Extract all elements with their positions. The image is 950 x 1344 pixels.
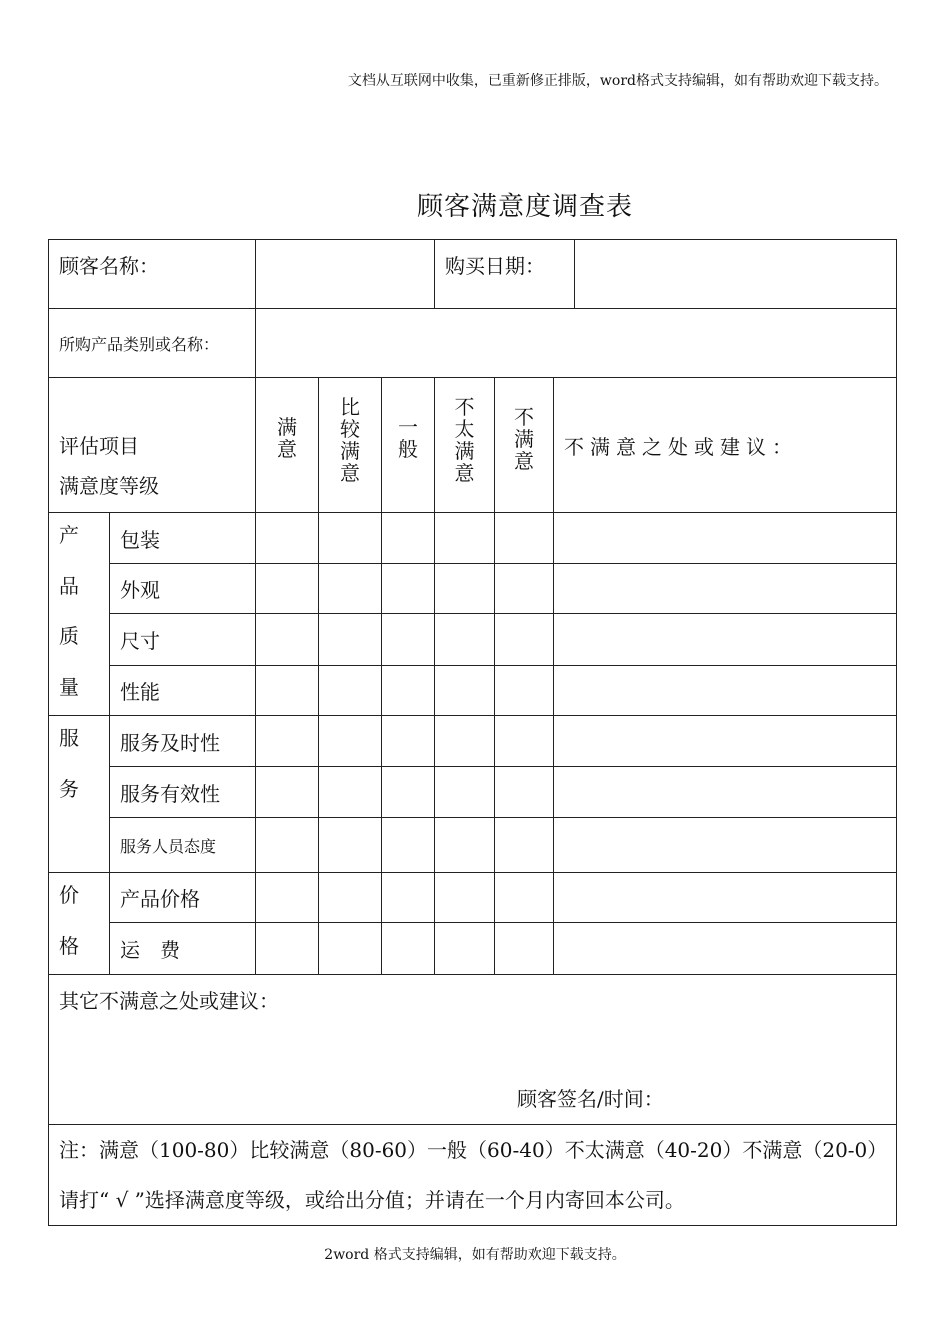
suggestion-header: 不满意之处或建议：	[554, 378, 897, 513]
rating-cell[interactable]	[256, 716, 319, 767]
suggestion-cell[interactable]	[554, 818, 897, 873]
other-suggestions-box[interactable]	[49, 975, 897, 1125]
rating-cell[interactable]	[435, 614, 495, 665]
purchase-date-label: 购买日期：	[435, 240, 575, 309]
item-label: 尺寸	[110, 614, 256, 665]
item-label: 服务有效性	[110, 767, 256, 818]
rating-cell[interactable]	[382, 923, 435, 975]
table-row	[49, 716, 897, 767]
level-header-satisfied: 满 意	[256, 378, 319, 513]
rating-cell[interactable]	[319, 716, 382, 767]
category-service: 服 务	[49, 716, 110, 873]
rating-cell[interactable]	[495, 513, 554, 564]
rating-cell[interactable]	[382, 716, 435, 767]
rating-cell[interactable]	[256, 923, 319, 975]
purchase-date-field[interactable]	[575, 240, 897, 309]
table-row	[49, 873, 897, 923]
rating-cell[interactable]	[435, 818, 495, 873]
rating-cell[interactable]	[495, 564, 554, 614]
suggestion-cell[interactable]	[554, 614, 897, 665]
rating-cell[interactable]	[435, 564, 495, 614]
rating-cell[interactable]	[382, 513, 435, 564]
rating-cell[interactable]	[495, 614, 554, 665]
suggestion-cell[interactable]	[554, 665, 897, 715]
rating-cell[interactable]	[319, 873, 382, 923]
rating-cell[interactable]	[495, 716, 554, 767]
rating-cell[interactable]	[382, 818, 435, 873]
satisfaction-level-label: 满意度等级	[59, 474, 159, 498]
rating-cell[interactable]	[319, 614, 382, 665]
table-row	[49, 923, 897, 975]
rating-cell[interactable]	[382, 767, 435, 818]
item-label: 外观	[110, 564, 256, 614]
rating-cell[interactable]	[256, 767, 319, 818]
item-label: 服务人员态度	[110, 818, 256, 873]
rating-cell[interactable]	[319, 767, 382, 818]
item-label: 产品价格	[110, 873, 256, 923]
rating-cell[interactable]	[435, 716, 495, 767]
item-label: 性能	[110, 665, 256, 715]
category-product-quality: 产 品 质 量	[49, 513, 110, 716]
product-label: 所购产品类别或名称：	[49, 309, 256, 378]
suggestion-cell[interactable]	[554, 873, 897, 923]
rating-cell[interactable]	[319, 818, 382, 873]
table-row	[49, 767, 897, 818]
rating-cell[interactable]	[435, 665, 495, 715]
note-cell	[49, 1125, 897, 1226]
level-header-not-very-satisfied: 不 太 满 意	[435, 378, 495, 513]
level-header-row	[49, 378, 897, 513]
table-row	[49, 665, 897, 715]
suggestion-cell[interactable]	[554, 923, 897, 975]
rating-cell[interactable]	[256, 665, 319, 715]
level-header-fairly-satisfied: 比 较 满 意	[319, 378, 382, 513]
rating-cell[interactable]	[495, 923, 554, 975]
rating-cell[interactable]	[495, 665, 554, 715]
survey-table	[48, 239, 897, 1226]
signature-label: 顾客签名/时间：	[517, 1087, 664, 1111]
rating-cell[interactable]	[256, 564, 319, 614]
rating-cell[interactable]	[495, 767, 554, 818]
rating-cell[interactable]	[382, 873, 435, 923]
rating-cell[interactable]	[382, 665, 435, 715]
rating-cell[interactable]	[319, 564, 382, 614]
header-note: 文档从互联网中收集，已重新修正排版，word格式支持编辑，如有帮助欢迎下载支持。	[347, 73, 888, 89]
customer-name-label: 顾客名称：	[49, 240, 256, 309]
rating-cell[interactable]	[382, 564, 435, 614]
rating-cell[interactable]	[435, 513, 495, 564]
item-label: 运 费	[110, 923, 256, 975]
suggestion-cell[interactable]	[554, 564, 897, 614]
eval-header-cell	[49, 378, 256, 513]
product-field[interactable]	[256, 309, 897, 378]
rating-cell[interactable]	[435, 767, 495, 818]
table-row	[49, 513, 897, 564]
suggestion-cell[interactable]	[554, 716, 897, 767]
note-line-2: 请打“ √ ”选择满意度等级，或给出分值；并请在一个月内寄回本公司。	[59, 1188, 685, 1212]
table-row	[49, 818, 897, 873]
rating-cell[interactable]	[256, 614, 319, 665]
rating-cell[interactable]	[495, 873, 554, 923]
item-label: 包装	[110, 513, 256, 564]
item-label: 服务及时性	[110, 716, 256, 767]
table-row	[49, 564, 897, 614]
customer-name-field[interactable]	[256, 240, 435, 309]
rating-cell[interactable]	[256, 513, 319, 564]
footer-note: 2word 格式支持编辑，如有帮助欢迎下载支持。	[324, 1247, 626, 1263]
suggestion-cell[interactable]	[554, 513, 897, 564]
rating-cell[interactable]	[435, 923, 495, 975]
note-line-1: 注：满意（100-80）比较满意（80-60）一般（60-40）不太满意（40-20）不满意（20-0）	[59, 1138, 888, 1162]
eval-item-label: 评估项目	[59, 434, 139, 458]
suggestion-cell[interactable]	[554, 767, 897, 818]
rating-cell[interactable]	[382, 614, 435, 665]
level-header-average: 一 般	[382, 378, 435, 513]
rating-cell[interactable]	[495, 818, 554, 873]
page-title: 顾客满意度调查表	[416, 192, 633, 222]
category-price: 价 格	[49, 873, 110, 975]
rating-cell[interactable]	[319, 665, 382, 715]
rating-cell[interactable]	[256, 873, 319, 923]
rating-cell[interactable]	[319, 923, 382, 975]
level-header-dissatisfied: 不 满 意	[495, 378, 554, 513]
rating-cell[interactable]	[319, 513, 382, 564]
rating-cell[interactable]	[435, 873, 495, 923]
table-row	[49, 614, 897, 665]
other-suggestions-label: 其它不满意之处或建议：	[59, 989, 279, 1013]
rating-cell[interactable]	[256, 818, 319, 873]
